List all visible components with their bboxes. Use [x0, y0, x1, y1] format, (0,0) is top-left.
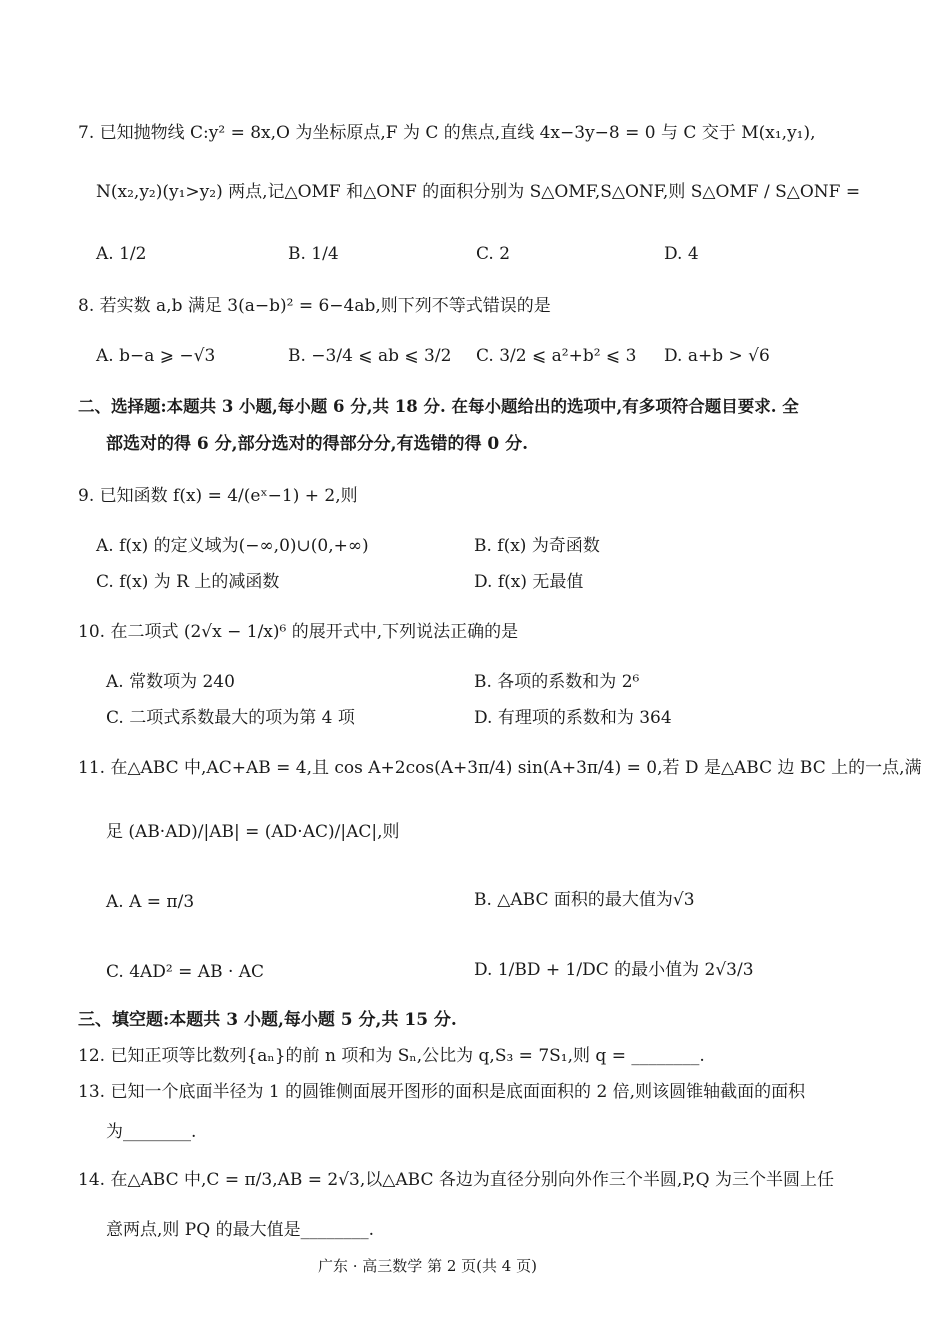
q14-line1: 14. 在△ABC 中,C = π/3,AB = 2√3,以△ABC 各边为直径分别向外作三个半圆,P,Q 为三个半圆上任: [78, 1170, 834, 1190]
q7-option-a: A. 1/2: [96, 244, 147, 264]
q11-line2: 足 (AB·AD)/|AB| = (AD·AC)/|AC|,则: [106, 822, 400, 842]
section-2-heading-cont: 部选对的得 6 分,部分选对的得部分分,有选错的得 0 分.: [106, 434, 529, 454]
q8-option-b: B. −3/4 ⩽ ab ⩽ 3/2: [288, 346, 452, 366]
q9-option-b: B. f(x) 为奇函数: [474, 536, 600, 556]
q10-line1: 10. 在二项式 (2√x − 1/x)⁶ 的展开式中,下列说法正确的是: [78, 622, 519, 642]
q7-line2: N(x₂,y₂)(y₁>y₂) 两点,记△OMF 和△ONF 的面积分别为 S△OMF,S△ONF,则 S△OMF / S△ONF =: [96, 182, 861, 202]
q11-option-a: A. A = π/3: [106, 892, 195, 912]
q8-option-c: C. 3/2 ⩽ a²+b² ⩽ 3: [476, 346, 637, 366]
q10-option-d: D. 有理项的系数和为 364: [474, 708, 672, 728]
q7-option-d: D. 4: [664, 244, 699, 264]
q9-option-d: D. f(x) 无最值: [474, 572, 584, 592]
q9-line1: 9. 已知函数 f(x) = 4/(eˣ−1) + 2,则: [78, 486, 358, 506]
q10-option-b: B. 各项的系数和为 2⁶: [474, 672, 640, 692]
q9-option-a: A. f(x) 的定义域为(−∞,0)∪(0,+∞): [96, 536, 369, 556]
q8-option-d: D. a+b > √6: [664, 346, 770, 366]
q7-option-c: C. 2: [476, 244, 511, 264]
section-2-heading: 二、选择题:本题共 3 小题,每小题 6 分,共 18 分. 在每小题给出的选项中,有多项符合题目要求. 全: [78, 397, 799, 416]
q11-option-c: C. 4AD² = AB · AC: [106, 962, 265, 982]
q9-option-c: C. f(x) 为 R 上的减函数: [96, 572, 280, 592]
section-3-heading: 三、填空题:本题共 3 小题,每小题 5 分,共 15 分.: [78, 1010, 457, 1030]
q8-option-a: A. b−a ⩾ −√3: [96, 346, 216, 366]
q7-option-b: B. 1/4: [288, 244, 339, 264]
q10-option-a: A. 常数项为 240: [106, 672, 235, 692]
q13-line1: 13. 已知一个底面半径为 1 的圆锥侧面展开图形的面积是底面面积的 2 倍,则该圆锥轴截面的面积: [78, 1082, 806, 1102]
q7-line1: 7. 已知抛物线 C:y² = 8x,O 为坐标原点,F 为 C 的焦点,直线 4x−3y−8 = 0 与 C 交于 M(x₁,y₁),: [78, 123, 816, 143]
q11-line1: 11. 在△ABC 中,AC+AB = 4,且 cos A+2cos(A+3π/4) sin(A+3π/4) = 0,若 D 是△ABC 边 BC 上的一点,满: [78, 758, 922, 778]
q8-line1: 8. 若实数 a,b 满足 3(a−b)² = 6−4ab,则下列不等式错误的是: [78, 296, 551, 316]
q11-option-d: D. 1/BD + 1/DC 的最小值为 2√3/3: [474, 960, 754, 980]
q12-line1: 12. 已知正项等比数列{aₙ}的前 n 项和为 Sₙ,公比为 q,S₃ = 7S₁,则 q = ________.: [78, 1046, 705, 1066]
q10-option-c: C. 二项式系数最大的项为第 4 项: [106, 708, 355, 728]
q14-line2: 意两点,则 PQ 的最大值是________.: [106, 1220, 374, 1240]
q11-option-b: B. △ABC 面积的最大值为√3: [474, 890, 695, 910]
page-footer: 广东 · 高三数学 第 2 页(共 4 页): [318, 1257, 537, 1275]
q13-line2: 为________.: [106, 1122, 197, 1142]
